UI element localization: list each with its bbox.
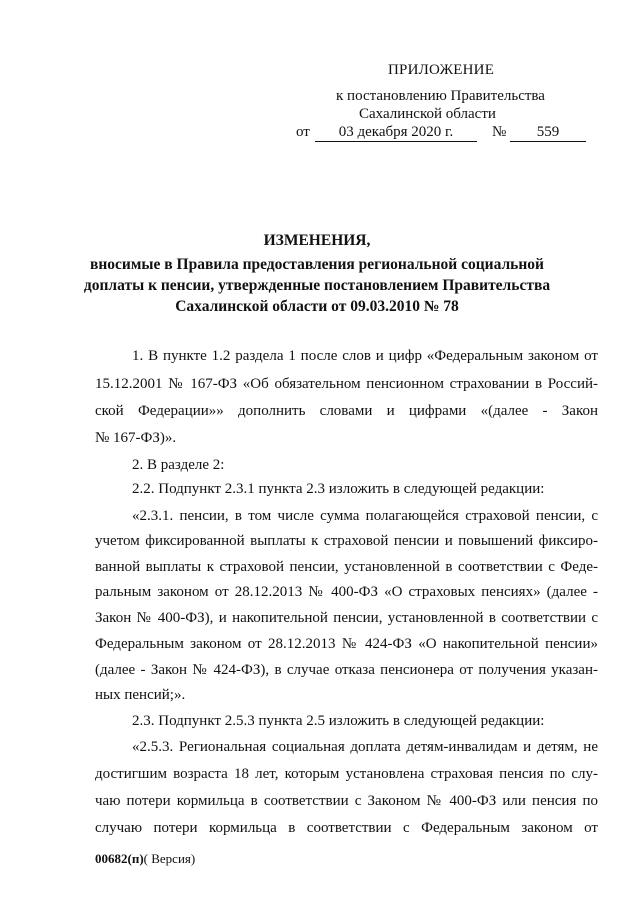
body-line: (далее - Закон № 424-ФЗ), в случае отказа пенсионера от получения указан- [95,662,598,678]
body-line: ской Федерации»» дополнить словами и цифрами «(далее - Закон [95,403,598,419]
body-line: учетом фиксированной выплаты к страховой пенсии и повышений фиксиро- [95,533,598,549]
document-code: 00682(п) [95,851,144,866]
resolution-number: 559 [510,124,586,142]
body-line: Федеральным законом от 28.12.2013 № 424-ФЗ «О накопительной пенсии» [95,636,598,652]
body-line: случаю потери кормильца в соответствии с Федеральным законом от [95,820,598,836]
document-subtitle-line3: доплаты к пенсии, утвержденные постановлением Правительства [83,277,551,294]
body-line: чаю потери кормильца в соответствии с Законом № 400-ФЗ или пенсия по [95,793,598,809]
document-subtitle-line4: Сахалинской области от 09.03.2010 № 78 [175,298,459,315]
appendix-subtitle-line1: к постановлению Правительства [336,88,545,104]
body-line: «2.3.1. пенсии, в том числе сумма полагающейся страховой пенсии, с [132,508,598,524]
appendix-title: ПРИЛОЖЕНИЕ [388,62,495,78]
body-line: ральным законом от 28.12.2013 № 400-ФЗ «О страховых пенсиях» (далее - [95,584,598,600]
body-line: достигшим возраста 18 лет, которым установлена страховая пенсия по слу- [95,766,598,782]
body-line: 2.2. Подпункт 2.3.1 пункта 2.3 изложить в следующей редакции: [132,481,545,497]
document-title: ИЗМЕНЕНИЯ, [263,232,371,249]
resolution-date: 03 декабря 2020 г. [315,124,477,142]
appendix-subtitle-line2: Сахалинской области [359,106,496,122]
body-line: 2.3. Подпункт 2.5.3 пункта 2.5 изложить в следующей редакции: [132,713,545,729]
document-footer [95,851,195,867]
from-label: от [296,124,310,140]
document-version: ( Версия) [143,851,196,866]
body-line: ных пенсий;». [95,687,186,703]
body-line: 15.12.2001 № 167-ФЗ «Об обязательном пенсионном страховании в Россий- [95,376,598,392]
body-line: № 167-ФЗ)». [95,430,177,446]
body-line: 1. В пункте 1.2 раздела 1 после слов и цифр «Федеральным законом от [132,348,598,364]
body-line: Закон № 400-ФЗ), и накопительной пенсии, установленной в соответствии с [95,610,598,626]
document-subtitle-line2: вносимые в Правила предоставления региональной социальной [90,256,544,273]
resolution-date-number-row [296,124,596,144]
body-line: «2.5.3. Региональная социальная доплата детям-инвалидам и детям, не [132,739,598,755]
number-label: № [492,124,507,140]
body-line: ванной выплаты к страховой пенсии, установленной в соответствии с Феде- [95,559,598,575]
body-line: 2. В разделе 2: [132,457,225,473]
